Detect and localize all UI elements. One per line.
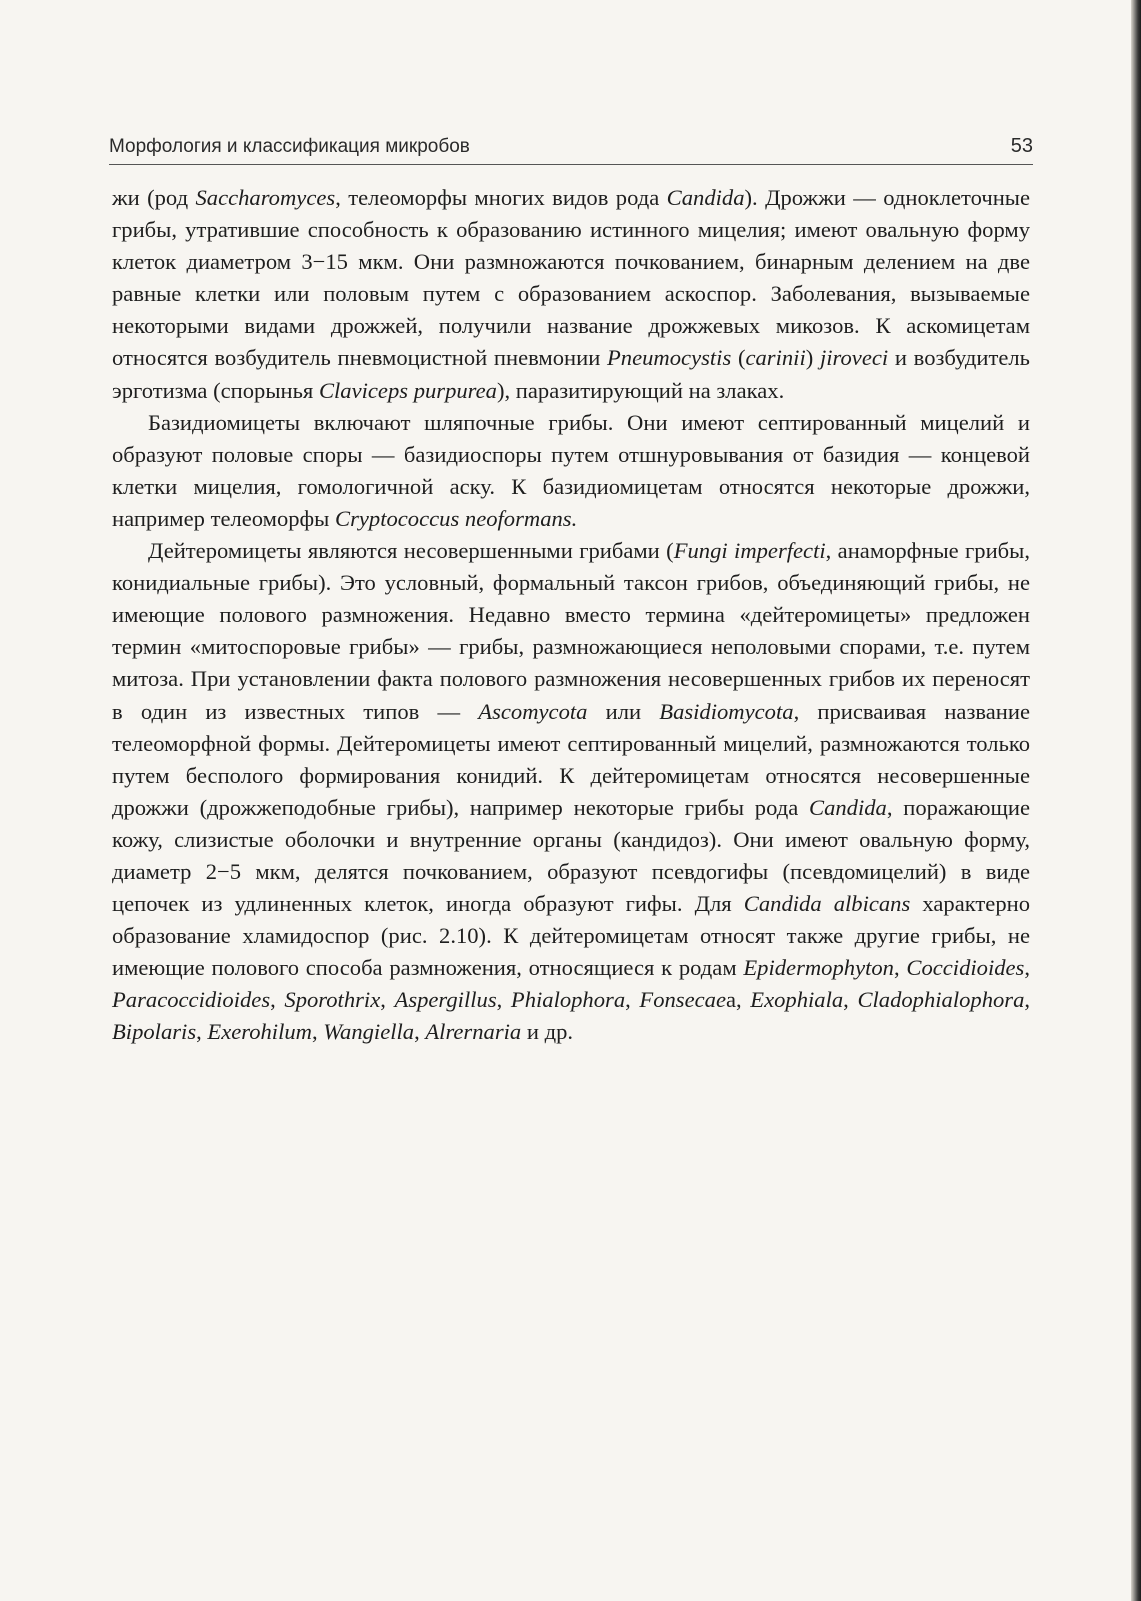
italic-term: Fungi imperfecti [673, 538, 826, 564]
running-title: Морфология и классификация микробов [109, 136, 470, 157]
italic-term: Phialophora [510, 987, 626, 1013]
italic-term: Exerohilum [207, 1019, 312, 1045]
body-text [112, 182, 1030, 1049]
text-run: , [893, 955, 907, 981]
italic-term: Paracoccidioides [112, 987, 271, 1013]
text-run: и др. [521, 1019, 574, 1045]
text-run: , телеоморфы многих видов рода [335, 185, 667, 210]
text-run: , присваивая название телеоморфной формы. Дейтеромицеты имеют септированный мицелий, размножаются только путем бесполого формирования конидий. К дейтеромицетам относятся несовершенные дрожжи (дрожжеподобные грибы), например некоторые грибы рода [112, 698, 1030, 820]
page-header [109, 130, 1033, 165]
italic-term: Epidermophyton [743, 955, 894, 981]
italic-term: carinii [745, 345, 806, 371]
italic-term: Saccharomyces [195, 185, 336, 210]
italic-term: Alrernaria [425, 1019, 522, 1045]
italic-term: Ascomycota [478, 698, 588, 724]
text-run: , [496, 987, 511, 1013]
text-run: , поражающие кожу, слизистые оболочки и внутренние органы (кандидоз). Они имеют овальную форму, диаметр 2−5 мкм, делятся почкованием, образуют псевдогифы (псевдомицелий) в виде цепочек из удлиненных клеток, иногда образуют гифы. Для [112, 794, 1030, 917]
text-run: характерно образование хламидоспор (рис. 2.10). К дейтеромицетам относят также другие грибы, не имеющие полового способа размножения, относящиеся к родам [112, 891, 1030, 981]
italic-term: Fonsecae [639, 987, 726, 1013]
text-run: , [843, 987, 858, 1013]
text-run: и возбудитель эрготизма (спорынья [112, 345, 1030, 403]
italic-term: Aspergillus [394, 987, 497, 1013]
text-run: жи (род [112, 185, 196, 210]
text-run: Дейтеромицеты являются несовершенными грибами ( [148, 538, 674, 564]
italic-term: Claviceps purpurea [318, 377, 497, 403]
italic-term: Basidiomycota [659, 698, 794, 724]
italic-term: Exophiala [750, 987, 844, 1013]
text-run: ), паразитирующий на злаках. [496, 377, 785, 403]
text-run: ( [731, 345, 746, 371]
text-run: , [625, 987, 640, 1013]
italic-term: Candida [666, 185, 745, 210]
page-number: 53 [1010, 135, 1033, 157]
italic-term: Cryptococcus neoformans. [335, 505, 578, 531]
text-run: , [311, 1019, 324, 1045]
paragraph [112, 407, 1030, 535]
italic-term: Wangiella [323, 1019, 415, 1045]
page-edge-shadow [1131, 0, 1141, 1601]
italic-term: Candida albicans [743, 891, 911, 917]
text-run: ). Дрожжи — одноклеточные грибы, утратившие способность к образованию истинного мицелия; имеют овальную форму клеток диаметром 3−15 мкм. Они размножаются почкованием, бинарным делением на две равные клетки или половым путем с образованием аскоспор. Заболевания, вызываемые некоторыми видами дрожжей, получили название дрожжевых микозов. К аскомицетам относятся возбудитель пневмоцистной пневмонии [112, 185, 1031, 371]
italic-term: Bipolaris [112, 1019, 197, 1045]
text-run: , анаморфные грибы, конидиальные грибы). Это условный, формальный таксон грибов, объединяющий грибы, не имеющие полового размножения. Недавно вместо термина «дейтеромицеты» предложен термин «митоспоровые грибы» — грибы, размножающиеся неполовыми спорами, т.е. путем митоза. При установлении факта полового размножения несовершенных грибов их переносят в один из известных типов — [112, 538, 1031, 724]
text-run: , [414, 1019, 426, 1045]
text-run: или [587, 698, 660, 724]
text-run: ) [805, 345, 820, 371]
text-run: , [1024, 987, 1031, 1013]
italic-term: Cladophialophora [857, 987, 1025, 1013]
italic-term: Pneumocystis [607, 345, 732, 371]
text-run: Базидиомицеты включают шляпочные грибы. Они имеют септированный мицелий и образуют половые споры — базидиоспоры путем отшнуровывания от базидия — концевой клетки мицелия, гомологичной аску. К базидиомицетам относятся некоторые дрожжи, например телеоморфы [112, 409, 1030, 531]
text-run: , [270, 987, 285, 1013]
italic-term: jiroveci [819, 345, 889, 371]
text-run: , [1024, 955, 1030, 981]
italic-term: Sporothrix [284, 987, 381, 1013]
paragraph [112, 182, 1030, 407]
italic-term: Candida [809, 794, 887, 820]
text-run: a, [725, 987, 751, 1013]
text-run: , [380, 987, 395, 1013]
italic-term: Coccidioides [906, 955, 1025, 981]
paragraph [112, 535, 1030, 1049]
text-run: , [196, 1019, 208, 1045]
